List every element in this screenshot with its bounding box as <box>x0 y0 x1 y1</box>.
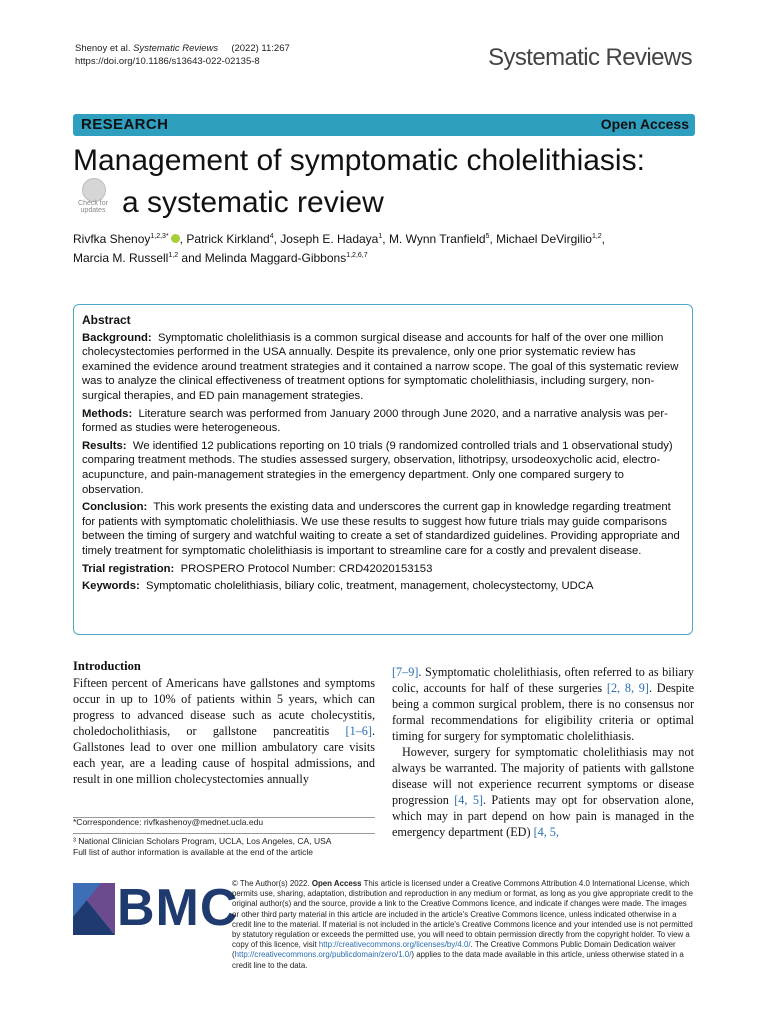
intro-paragraph-1: Fifteen percent of Americans have gallstones and symptoms occur in up to 10% of patients within 5 years, which can progress to advanced disease such as acute cholecystitis, choledocholithiasis, or gallstone pancreatitis [1–6]. Gallstones lead to over one million ambulatory care visits each year, are a leading cause of hospital admissions, and result in one million cholecystectomies annually <box>73 676 375 786</box>
author-name[interactable]: M. Wynn Tranfield <box>388 232 486 246</box>
abstract-background: Background: Symptomatic cholelithiasis is a common surgical disease and accounts for half of the over one million cholecystectomies performed in the USA annually. Despite its prevalence, only one prior systematic review has examined the evidence around treatment strategies and it contained a narrow scope. The goal of this systematic review was to analyze the clinical effectiveness of treatment options for symptomatic cholelithiasis, including surgery, non-surgical therapies, and ED pain management strategies. <box>82 331 679 402</box>
abstract-methods: Methods: Literature search was performed from January 2000 through June 2020, and a narrative analysis was per- formed as studies were heterogeneous. <box>82 407 668 435</box>
abstract-results: Results: We identified 12 publications reporting on 10 trials (9 randomized controlled trials and 1 observational study) comparing treatment methods. The studies assessed surgery, observation, lithotripsy, ursodeoxycholic acid, electro-acupuncture, and pain-management strategies in the emergency department. Only one compared surgery to observation. <box>82 439 673 496</box>
public-domain-link[interactable]: http://creativecommons.org/publicdomain/zero/1.0/ <box>234 950 412 960</box>
article-type-label: RESEARCH <box>81 116 169 133</box>
citation-ref[interactable]: [1–6] <box>345 724 372 738</box>
open-access-label: Open Access <box>600 116 689 132</box>
intro-heading: Introduction <box>73 659 141 673</box>
bmc-logo-text: BMC <box>117 879 239 937</box>
intro-column-left <box>73 658 375 787</box>
abstract-keywords: Keywords: Symptomatic cholelithiasis, biliary colic, treatment, management, cholecystectomy, UDCA <box>82 580 594 593</box>
citation-ref[interactable]: [4, 5, <box>533 825 559 839</box>
affiliation-note: ³ National Clinician Scholars Program, UCLA, Los Angeles, CA, USA Full list of author information is available at the end of the article <box>73 836 332 857</box>
citation-ref[interactable]: [7–9] <box>392 665 419 679</box>
check-updates-icon <box>82 178 106 202</box>
abstract-heading: Abstract <box>82 313 131 327</box>
bmc-logo-icon <box>73 883 115 935</box>
author-name[interactable]: Rivfka Shenoy <box>73 232 151 246</box>
license-text: © The Author(s) 2022. Open Access This article is licensed under a Creative Commons Attribution 4.0 International License, which permits use, sharing, adaptation, distribution and reproduction in any medium or format, as long as you give appropriate credit to the original author(s) and the source, provide a link to the Creative Commons licence, and indicate if changes were made. The images or other third party material in this article are included in the article's Creative Commons licence, unless indicated otherwise in a credit line to the material. If material is not included in the article's Creative Commons licence and your intended use is not permitted by statutory regulation or exceeds the permitted use, you will need to obtain permission directly from the copyright holder. To view a copy of this licence, visit http://creativecommons.org/licenses/by/4.0/. The Creative Commons Public Domain Dedication waiver (http://creativecommons.org/publicdomain/zero/1.0/) applies to the data made available in this article, unless otherwise stated in a credit line to the data. <box>232 879 693 970</box>
doi-link[interactable]: https://doi.org/10.1186/s13643-022-02135-8 <box>75 56 260 67</box>
check-for-updates-badge[interactable] <box>73 178 113 214</box>
citation-authors: Shenoy et al. Systematic Reviews (2022) 11:267 <box>75 43 290 54</box>
abstract-trial-registration: Trial registration: PROSPERO Protocol Number: CRD42020153153 <box>82 562 433 575</box>
footnote-divider <box>73 833 375 834</box>
abstract-box <box>73 304 693 635</box>
author-name[interactable]: Melinda Maggard-Gibbons <box>204 251 347 265</box>
author-name[interactable]: Patrick Kirkland <box>186 232 270 246</box>
correspondence-note: *Correspondence: rivfkashenoy@mednet.ucla.edu <box>73 817 264 827</box>
citation-ref[interactable]: [4, 5] <box>454 793 483 807</box>
journal-name: Systematic Reviews <box>488 44 692 71</box>
author-name[interactable]: Marcia M. Russell <box>73 251 169 265</box>
article-title-line2: a systematic review <box>122 186 384 219</box>
intro-paragraph-3: However, surgery for symptomatic cholelithiasis may not always be warranted. The majority of patients with gallstone disease will not experience recurrent symptoms or disease progression [4, 5]. Patients may opt for observation alone, which may in part depend on how pain is managed in the emergency department (ED) [4, 5, <box>392 745 694 839</box>
abstract-conclusion: Conclusion: This work presents the existing data and underscores the current gap in knowledge regarding treatment for patients with symptomatic cholelithiasis. We use these results to suggest how future trials may guide comparisons between the timing of surgery and watchful waiting to create a set of standardized guidelines. Providing appropriate and timely treatment for symptomatic cholelithiasis is important to streamline care for a costly and prevalent disease. <box>82 501 680 557</box>
citation <box>75 42 290 68</box>
citation-ref[interactable]: [2, 8, 9] <box>606 681 649 695</box>
author-name[interactable]: Michael DeVirgilio <box>496 232 592 246</box>
article-title-line1: Management of symptomatic cholelithiasis: <box>73 144 645 177</box>
intro-paragraph-2: [7–9]. Symptomatic cholelithiasis, often referred to as biliary colic, accounts for half of these surgeries [2, 8, 9]. Despite being a common surgical problem, there is no consensus nor formal recommendations for eligibility criteria or optimal timing for surgery for symptomatic cholelithiasis. <box>392 665 695 743</box>
bmc-logo <box>73 879 239 940</box>
check-updates-label: Check for updates <box>78 200 108 214</box>
article-type-banner <box>73 114 695 136</box>
author-list: Rivfka Shenoy$^{1,2,3*}$ , Patrick Kirkland$^4$, Joseph E. Hadaya$^1$, M. Wynn Tranfield$^5$, Michael DeVirgilio$^{1,2}$, Marcia M. Russell$^{1,2}$ and Melinda Maggard-Gibbons$^{1,2,6,7}$ <box>73 232 606 265</box>
license-link[interactable]: http://creativecommons.org/licenses/by/4.0/ <box>318 940 471 950</box>
intro-column-right <box>392 664 694 840</box>
orcid-icon[interactable] <box>171 234 180 243</box>
author-name[interactable]: Joseph E. Hadaya <box>280 232 379 246</box>
